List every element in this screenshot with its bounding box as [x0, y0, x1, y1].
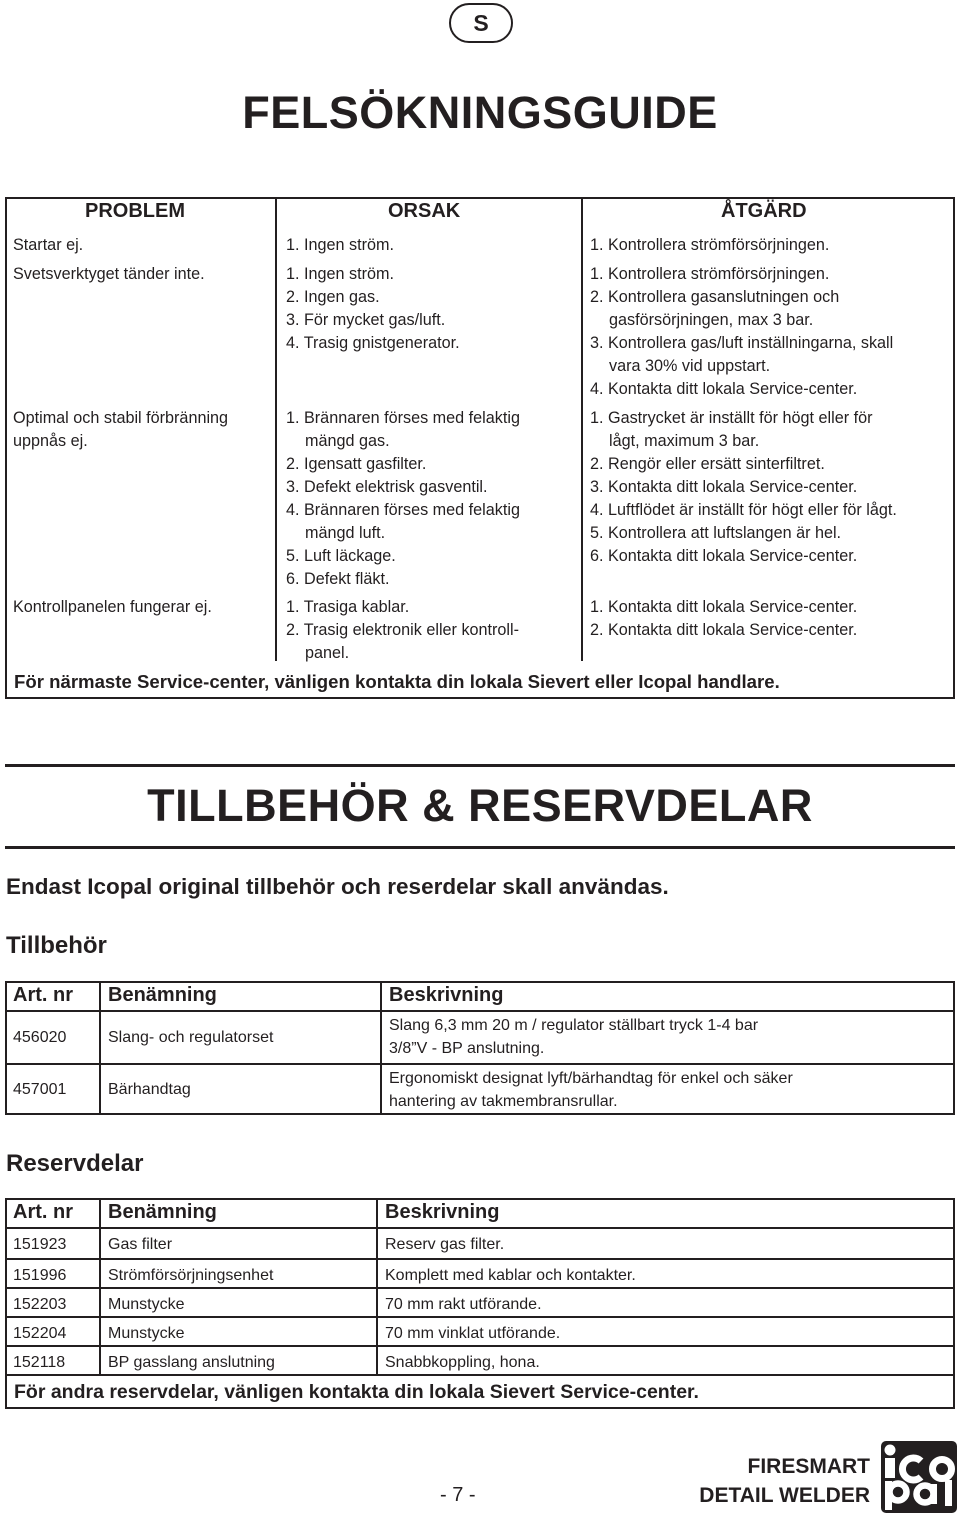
- action-line: 1. Kontrollera strömförsörjningen.: [590, 265, 830, 283]
- item-description: Reserv gas filter.: [385, 1236, 505, 1253]
- description-line: Ergonomiskt designat lyft/bärhandtag för enkel och säker: [389, 1070, 793, 1087]
- action-line: 3. Kontakta ditt lokala Service-center.: [590, 478, 858, 496]
- cause-cell: [286, 407, 520, 591]
- art-number: 457001: [13, 1081, 67, 1098]
- problem-line: uppnås ej.: [13, 432, 88, 450]
- header-art-nr: Art. nr: [13, 1201, 73, 1223]
- header-problem: PROBLEM: [85, 200, 185, 222]
- troubleshooting-title: FELSÖKNINGSGUIDE: [242, 87, 718, 138]
- problem-line: Optimal och stabil förbränning: [13, 409, 229, 427]
- problem-cell: [13, 234, 83, 257]
- header-art-nr: Art. nr: [13, 984, 73, 1006]
- row-divider: [7, 1287, 953, 1289]
- item-description: 70 mm vinklat utförande.: [385, 1325, 561, 1342]
- section-divider: [5, 846, 955, 849]
- cause-line: 1. Brännaren förses med felaktig: [286, 409, 520, 427]
- item-name: Slang- och regulatorset: [108, 1029, 274, 1046]
- spare-parts-heading: Reservdelar: [6, 1150, 144, 1177]
- item-name: Bärhandtag: [108, 1081, 191, 1098]
- problem-cell: [13, 407, 228, 453]
- product-line: FIRESMART: [747, 1455, 870, 1478]
- row-divider: [7, 1258, 953, 1260]
- problem-line: Startar ej.: [13, 236, 84, 254]
- icopal-logo: [881, 1441, 957, 1513]
- accessories-table: [5, 981, 955, 1115]
- art-number: 152118: [13, 1354, 66, 1371]
- troubleshooting-footer: För närmaste Service-center, vänligen kontakta din lokala Sievert eller Icopal handlare.: [14, 671, 780, 692]
- item-name: Strömförsörjningsenhet: [108, 1267, 274, 1284]
- action-line: 4. Luftflödet är inställt för högt eller för lågt.: [590, 501, 897, 519]
- header-cause: ORSAK: [388, 200, 461, 222]
- cause-line: 3. För mycket gas/luft.: [286, 311, 446, 329]
- problem-cell: [13, 263, 205, 286]
- cause-cell: [286, 234, 394, 257]
- action-line: lågt, maximum 3 bar.: [609, 432, 760, 450]
- cause-line: 1. Ingen ström.: [286, 265, 394, 283]
- cause-line: 4. Brännaren förses med felaktig: [286, 501, 520, 519]
- problem-line: Kontrollpanelen fungerar ej.: [13, 598, 212, 616]
- column-divider: [380, 983, 382, 1113]
- description-line: hantering av takmembransrullar.: [389, 1093, 618, 1110]
- action-line: 6. Kontakta ditt lokala Service-center.: [590, 547, 858, 565]
- cause-line: 6. Defekt fläkt.: [286, 570, 390, 588]
- header-description: Beskrivning: [389, 984, 504, 1006]
- action-line: vara 30% vid uppstart.: [609, 357, 771, 375]
- cause-line: 1. Trasiga kablar.: [286, 598, 410, 616]
- item-description: [389, 1067, 793, 1113]
- item-description: Snabbkoppling, hona.: [385, 1354, 540, 1371]
- column-divider: [581, 199, 583, 661]
- action-line: 4. Kontakta ditt lokala Service-center.: [590, 380, 858, 398]
- spare-parts-table: [5, 1198, 955, 1409]
- product-line: DETAIL WELDER: [699, 1484, 870, 1507]
- spare-parts-footer: För andra reservdelar, vänligen kontakta din lokala Sievert Service-center.: [14, 1381, 699, 1403]
- action-line: 2. Kontakta ditt lokala Service-center.: [590, 621, 858, 639]
- accessories-title: TILLBEHÖR & RESERVDELAR: [147, 780, 813, 831]
- cause-line: mängd luft.: [305, 524, 386, 542]
- cause-line: 4. Trasig gnistgenerator.: [286, 334, 460, 352]
- troubleshooting-table: [5, 197, 955, 699]
- action-line: 2. Rengör eller ersätt sinterfiltret.: [590, 455, 825, 473]
- header-description: Beskrivning: [385, 1201, 500, 1223]
- art-number: 151923: [13, 1236, 67, 1253]
- item-name: Gas filter: [108, 1236, 173, 1253]
- problem-line: Svetsverktyget tänder inte.: [13, 265, 205, 283]
- cause-line: 1. Ingen ström.: [286, 236, 394, 254]
- cause-cell: [286, 596, 519, 665]
- item-description: [389, 1014, 758, 1060]
- action-line: 1. Kontrollera strömförsörjningen.: [590, 236, 830, 254]
- item-name: BP gasslang anslutning: [108, 1354, 275, 1371]
- row-divider: [7, 1374, 953, 1376]
- item-name: Munstycke: [108, 1296, 185, 1313]
- action-cell: [590, 596, 857, 642]
- cause-line: mängd gas.: [305, 432, 390, 450]
- action-line: 1. Kontakta ditt lokala Service-center.: [590, 598, 858, 616]
- item-description: 70 mm rakt utförande.: [385, 1296, 542, 1313]
- row-divider: [7, 1345, 953, 1347]
- header-name: Benämning: [108, 984, 217, 1006]
- action-line: 5. Kontrollera att luftslangen är hel.: [590, 524, 842, 542]
- art-number: 152203: [13, 1296, 67, 1313]
- art-number: 456020: [13, 1029, 67, 1046]
- row-divider: [7, 1010, 953, 1012]
- row-divider: [7, 1227, 953, 1229]
- problem-cell: [13, 596, 212, 619]
- column-divider: [99, 983, 101, 1113]
- page-number: - 7 -: [440, 1484, 476, 1506]
- action-cell: [590, 407, 897, 568]
- column-divider: [275, 199, 277, 661]
- action-cell: [590, 234, 829, 257]
- accessories-heading: Tillbehör: [6, 932, 107, 959]
- action-line: 3. Kontrollera gas/luft inställningarna, skall: [590, 334, 894, 352]
- row-divider: [7, 1316, 953, 1318]
- action-line: 2. Kontrollera gasanslutningen och: [590, 288, 840, 306]
- section-divider: [5, 764, 955, 767]
- cause-line: panel.: [305, 644, 350, 662]
- cause-line: 2. Trasig elektronik eller kontroll-: [286, 621, 520, 639]
- header-action: ÅTGÄRD: [721, 200, 807, 222]
- description-line: Slang 6,3 mm 20 m / regulator ställbart tryck 1-4 bar: [389, 1017, 759, 1034]
- cause-line: 2. Igensatt gasfilter.: [286, 455, 427, 473]
- action-cell: [590, 263, 893, 401]
- item-name: Munstycke: [108, 1325, 185, 1342]
- art-number: 152204: [13, 1325, 67, 1342]
- art-number: 151996: [13, 1267, 67, 1284]
- description-line: 3/8”V - BP anslutning.: [389, 1040, 545, 1057]
- cause-line: 3. Defekt elektrisk gasventil.: [286, 478, 488, 496]
- cause-cell: [286, 263, 460, 355]
- language-badge: S: [449, 3, 513, 43]
- item-description: Komplett med kablar och kontakter.: [385, 1267, 636, 1284]
- action-line: 1. Gastrycket är inställt för högt eller för: [590, 409, 873, 427]
- cause-line: 2. Ingen gas.: [286, 288, 380, 306]
- cause-line: 5. Luft läckage.: [286, 547, 396, 565]
- intro-text: Endast Icopal original tillbehör och reserdelar skall användas.: [6, 874, 669, 899]
- action-line: gasförsörjningen, max 3 bar.: [609, 311, 814, 329]
- row-divider: [7, 1063, 953, 1065]
- product-name: [699, 1452, 870, 1510]
- header-name: Benämning: [108, 1201, 217, 1223]
